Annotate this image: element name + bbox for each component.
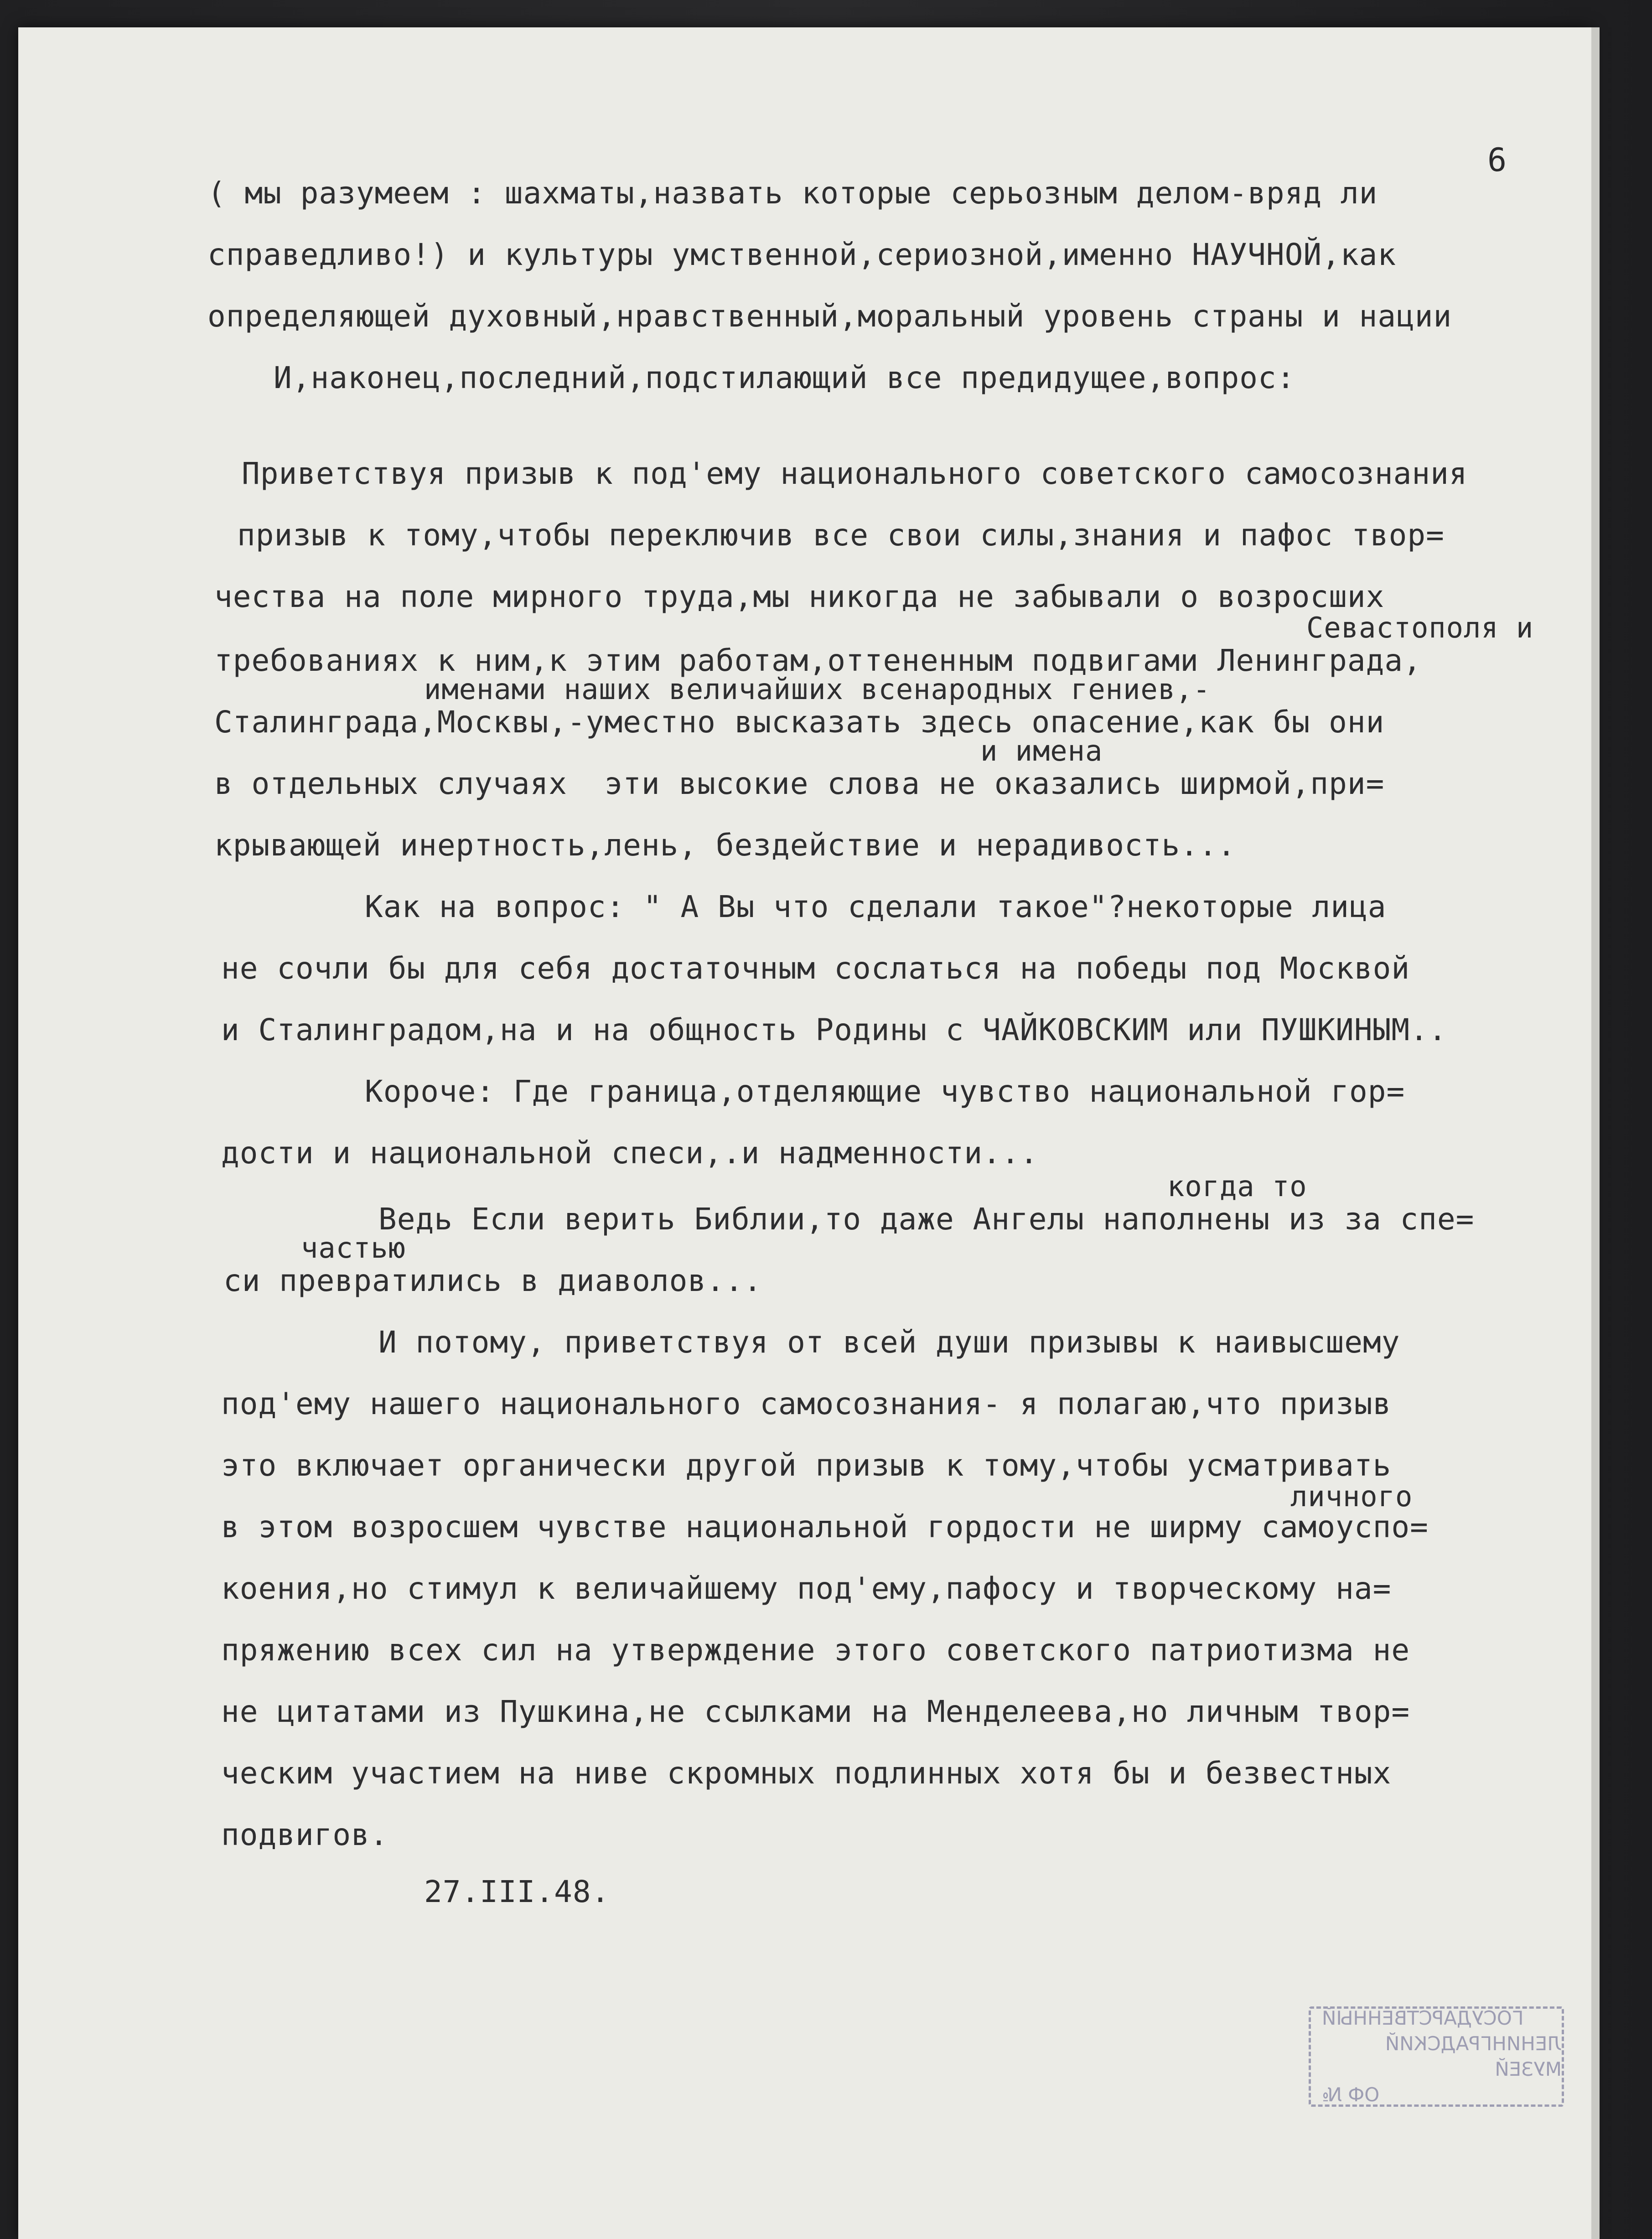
text-line: это включает органически другой призыв к тому,чтобы усматривать bbox=[221, 1448, 1392, 1483]
text-line: справедливо!) и культуры умственной,сериозной,именно НАУЧНОЙ,как bbox=[207, 237, 1397, 272]
stamp-line: ЛЕНИНГРАДСКИЙ МУЗЕЙ bbox=[1385, 2032, 1562, 2080]
text-line: Сталинграда,Москвы,-уместно высказать здесь опасение,как бы они bbox=[214, 705, 1385, 740]
text-line: крывающей инертность,лень, бездействие и нерадивость... bbox=[214, 828, 1236, 863]
text-line: и Сталинградом,на и на общность Родины с ЧАЙКОВСКИМ или ПУШКИНЫМ.. bbox=[221, 1012, 1447, 1047]
text-line: И,наконец,последний,подстилающий все предидущее,вопрос: bbox=[274, 360, 1295, 395]
text-line: Короче: Где граница,отделяющие чувство национальной гор= bbox=[365, 1074, 1405, 1109]
interlinear-insertion: именами наших величайших всенародных гениев,- bbox=[424, 673, 1211, 706]
text-line: в отдельных случаях эти высокие слова не оказались ширмой,при= bbox=[214, 766, 1385, 801]
text-line: призыв к тому,чтобы переключив все свои силы,знания и пафос твор= bbox=[237, 518, 1445, 553]
text-line: пряжению всех сил на утверждение этого советского патриотизма не bbox=[221, 1633, 1410, 1668]
stamp-line: ОФ № bbox=[1322, 2084, 1380, 2106]
text-line: ( мы разумеем : шахматы,назвать которые серьозным делом-вряд ли bbox=[207, 176, 1378, 211]
text-line: Приветствуя призыв к под'ему национального советского самосознания bbox=[242, 456, 1468, 491]
interlinear-insertion: и имена bbox=[980, 734, 1103, 767]
interlinear-insertion: личного bbox=[1290, 1480, 1413, 1513]
text-line: си превратились в диаволов... bbox=[223, 1263, 762, 1298]
page-number: 6 bbox=[1487, 141, 1507, 179]
interlinear-insertion: Севастополя и bbox=[1306, 611, 1534, 644]
stamp-line: ГОСУДАРСТВЕННЫЙ bbox=[1322, 2007, 1524, 2029]
text-line: коения,но стимул к величайшему под'ему,пафосу и творческому на= bbox=[221, 1571, 1392, 1606]
text-line: определяющей духовный,нравственный,моральный уровень страны и нации bbox=[207, 299, 1452, 334]
text-line: ческим участием на ниве скромных подлинных хотя бы и безвестных bbox=[221, 1756, 1392, 1791]
text-line: И потому, приветствуя от всей души призывы к наивысшему bbox=[378, 1325, 1400, 1360]
museum-stamp bbox=[1309, 2006, 1564, 2107]
text-line: требованиях к ним,к этим работам,оттененным подвигами Ленинграда, bbox=[214, 643, 1422, 678]
text-line: не цитатами из Пушкина,не ссылками на Менделеева,но личным твор= bbox=[221, 1694, 1410, 1729]
text-line: Как на вопрос: " А Вы что сделали такое"?некоторые лица bbox=[365, 889, 1387, 924]
page-edge bbox=[1591, 27, 1600, 2239]
text-line: Ведь Если верить Библии,то даже Ангелы наполнены из за спе= bbox=[378, 1202, 1475, 1237]
text-line: подвигов. bbox=[221, 1817, 388, 1852]
text-line: чества на поле мирного труда,мы никогда не забывали о возросших bbox=[214, 579, 1385, 614]
text-line: дости и национальной спеси,.и надменности... bbox=[221, 1135, 1039, 1171]
text-line: не сочли бы для себя достаточным сослаться на победы под Москвой bbox=[221, 951, 1410, 986]
interlinear-insertion: когда то bbox=[1167, 1170, 1307, 1203]
date-line: 27.III.48. bbox=[424, 1874, 610, 1909]
interlinear-insertion: частью bbox=[301, 1231, 406, 1265]
typewritten-page bbox=[18, 27, 1591, 2239]
text-line: под'ему нашего национального самосознания- я полагаю,что призыв bbox=[221, 1386, 1392, 1421]
text-line: в этом возросшем чувстве национальной гордости не ширму самоуспо= bbox=[221, 1509, 1429, 1544]
